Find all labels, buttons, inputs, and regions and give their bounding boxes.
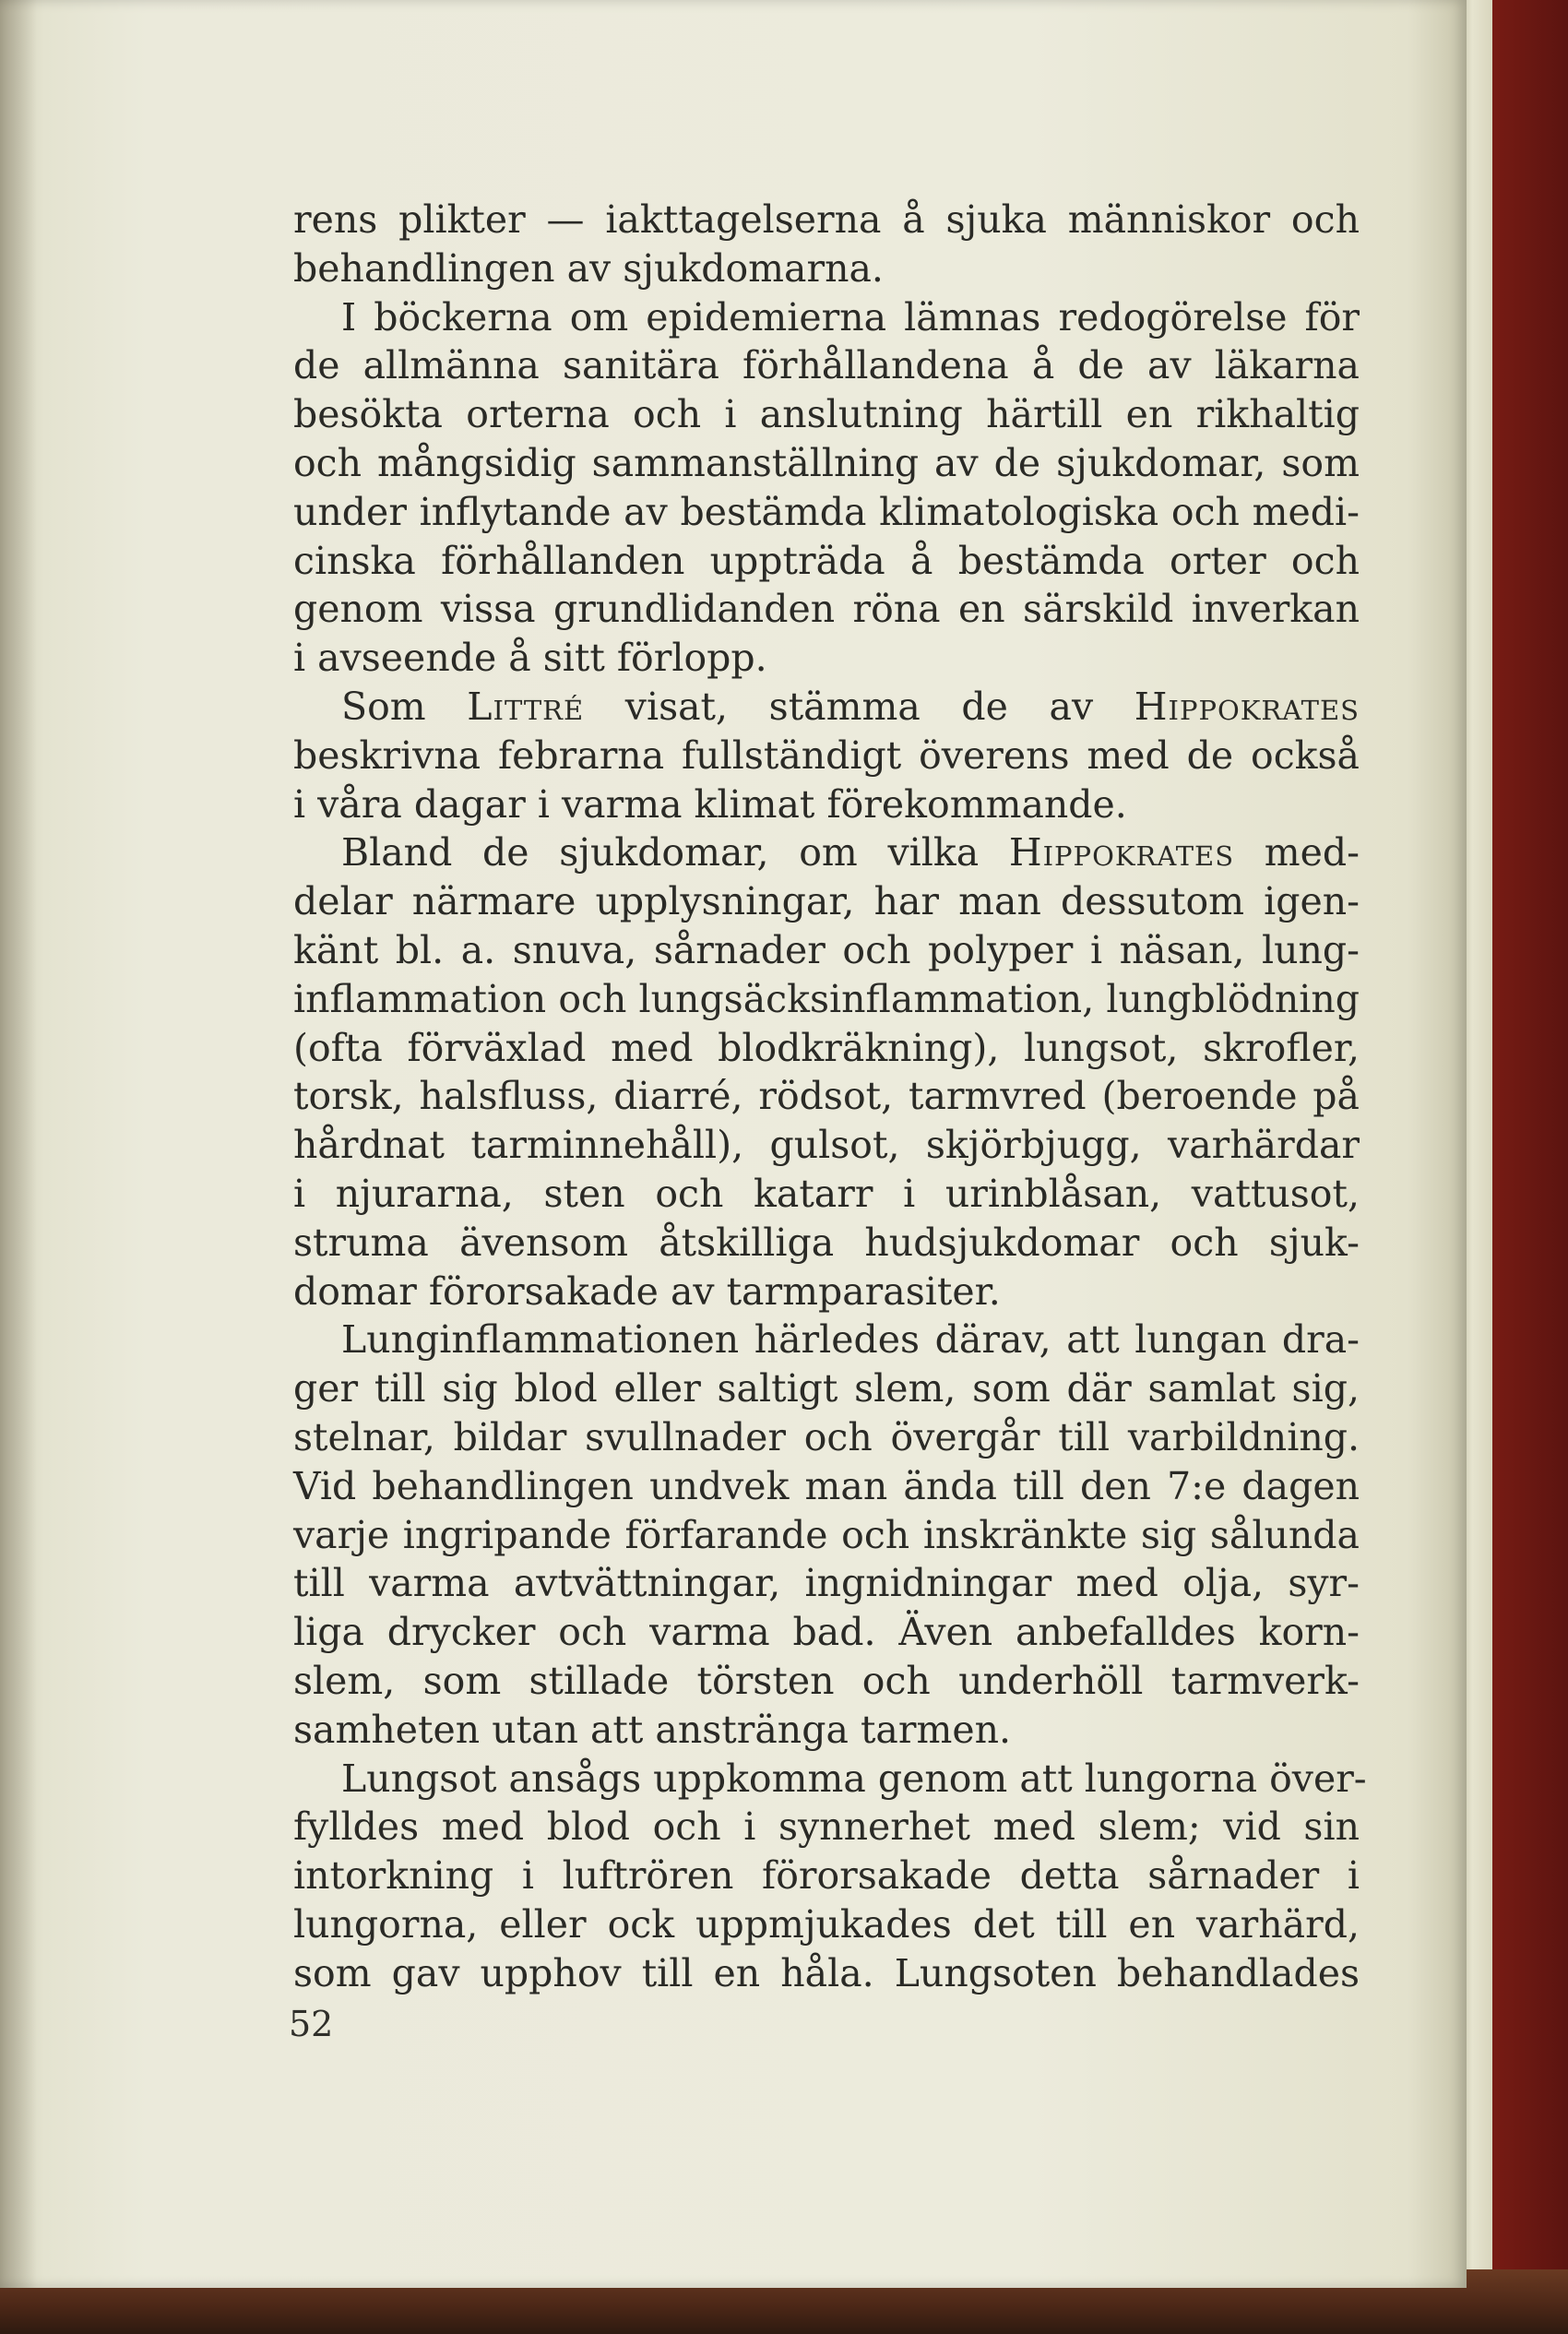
text-line: i njurarna, sten och katarr i urinblåsan, vattusot,: [293, 1171, 1360, 1216]
text-line: behandlingen av sjukdomarna.: [293, 245, 884, 291]
text-line: besökta orterna och i anslutning härtill en rikhaltig: [293, 392, 1360, 437]
text-line: i avseende å sitt förlopp.: [293, 636, 767, 681]
text-line: fylldes med blod och i synnerhet med slem; vid sin: [293, 1804, 1360, 1850]
text-line: struma ävensom åtskilliga hudsjukdomar och sjuk-: [293, 1220, 1360, 1265]
author-name: Hippokrates: [1134, 684, 1360, 729]
text-line: lungorna, eller ock uppmjukades det till en varhärd,: [293, 1901, 1360, 1947]
text-line: känt bl. a. snuva, sårnader och polyper i näsan, lung-: [293, 927, 1360, 972]
text-line: [293, 683, 1360, 732]
text-line: Vid behandlingen undvek man ända till den 7:e dagen: [293, 1463, 1360, 1508]
text-line: samheten utan att anstränga tarmen.: [293, 1707, 1012, 1752]
text-line: cinska förhållanden uppträda å bestämda orter och: [293, 538, 1360, 583]
text-line: (ofta förväxlad med blodkräkning), lungsot, skrofler,: [293, 1025, 1360, 1070]
text-line: rens plikter — iakttagelserna å sjuka människor och: [293, 197, 1360, 242]
text-line: inflammation och lungsäcksinflammation, lungblödning: [293, 976, 1360, 1021]
text-line: delar närmare upplysningar, har man dessutom igen-: [293, 879, 1360, 924]
text-line: varje ingripande förfarande och inskränkte sig sålunda: [293, 1512, 1360, 1557]
text-line: och mångsidig sammanställning av de sjukdomar, som: [293, 440, 1360, 485]
text-line: beskrivna febrarna fullständigt överens med de också: [293, 732, 1360, 778]
text-line: stelnar, bildar svullnader och övergår till varbildning.: [293, 1414, 1360, 1459]
text-line: intorkning i luftrören förorsakade detta sårnader i: [293, 1853, 1360, 1899]
text-fragment: Bland de sjukdomar, om vilka: [341, 830, 1009, 875]
page-number: 52: [289, 2004, 334, 2044]
author-name: Littré: [467, 684, 585, 729]
spine-shadow: [0, 0, 37, 2288]
text-line: liga drycker och varma bad. Även anbefalldes korn-: [293, 1610, 1360, 1655]
text-line: genom vissa grundlidanden röna en särskild inverkan: [293, 587, 1360, 632]
book-cover-edge: [1485, 0, 1568, 2334]
body-text: [293, 196, 1367, 1997]
text-line: domar förorsakade av tarmparasiter.: [293, 1268, 1001, 1314]
text-line: till varma avtvättningar, ingnidningar med olja, syr-: [293, 1561, 1360, 1606]
text-line: Lunginflammationen härledes därav, att lungan dra-: [341, 1317, 1360, 1363]
text-fragment: visat, stämma de av: [584, 684, 1134, 729]
text-line: som gav upphov till en håla. Lungsoten behandlades: [293, 1950, 1360, 1995]
author-name: Hippokrates: [1008, 830, 1235, 875]
text-fragment: med-: [1234, 830, 1360, 875]
text-line: I böckerna om epidemierna lämnas redogörelse för: [341, 294, 1360, 339]
text-fragment: Som: [341, 684, 468, 729]
text-line: [293, 828, 1360, 877]
text-line: torsk, halsfluss, diarré, rödsot, tarmvred (beroende på: [293, 1074, 1360, 1119]
text-line: slem, som stillade törsten och underhöll tarmverk-: [293, 1658, 1360, 1703]
text-line: i våra dagar i varma klimat förekommande.: [293, 781, 1127, 827]
text-line: under inflytande av bestämda klimatologiska och medi-: [293, 489, 1360, 534]
text-line: de allmänna sanitära förhållandena å de av läkarna: [293, 343, 1360, 388]
text-line: hårdnat tarminnehåll), gulsot, skjörbjugg, varhärdar: [293, 1123, 1360, 1168]
text-line: ger till sig blod eller saltigt slem, som där samlat sig,: [293, 1366, 1360, 1411]
text-line: Lungsot ansågs uppkomma genom att lungorna över-: [341, 1756, 1367, 1801]
